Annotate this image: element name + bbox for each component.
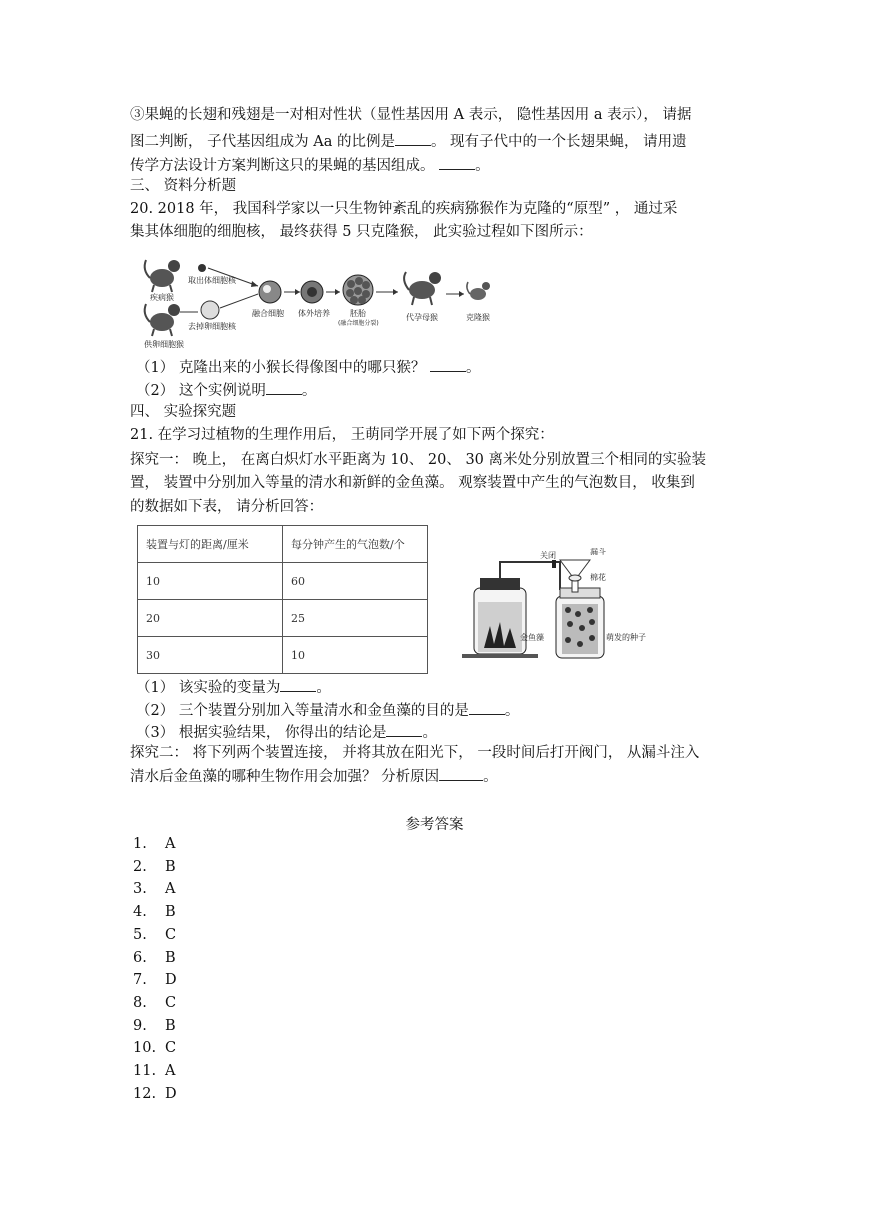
answer-item [133,902,176,922]
embryo-sub-label: (融合细胞分裂) [338,320,379,327]
table-header: 每分钟产生的气泡数/个 [283,526,428,563]
answer-item [133,1084,177,1104]
answer-item [133,1038,176,1058]
answer-number: 8. [133,994,147,1011]
answer-value: C [165,994,177,1011]
answer-value: B [165,858,176,875]
answer-number: 3. [133,881,147,898]
answer-value: C [165,926,177,943]
answer-blank [469,700,505,715]
table-row [138,563,428,600]
clone-label: 克隆猴 [466,313,490,322]
embryo-icon [343,275,373,305]
answer-item [133,857,176,877]
clone-monkey-icon [467,282,490,300]
egg-donor-monkey-icon [145,304,180,336]
seeds-label: 萌发的种子 [606,633,646,642]
answers-title: 参考答案 [405,817,464,833]
question-text: （2） 这个实例说明 。 [136,380,316,401]
section-heading: 三、 资料分析题 [130,178,237,194]
answer-number: 10. [133,1040,157,1057]
table-cell: 20 [138,600,283,637]
question-text: 集其体细胞的细胞核， 最终获得 5 只克隆猴， 此实验过程如下图所示： [130,224,593,240]
bubble-data-table [137,525,428,674]
section-heading: 四、 实验探究题 [130,404,237,420]
table-cell: 60 [283,563,428,600]
answer-item [133,1016,176,1036]
nucleus-icon [198,264,206,272]
answer-item [133,925,176,945]
egg-donor-label: 供卵细胞猴 [144,340,184,349]
sick-monkey-icon [145,260,180,292]
question-text: （1） 克隆出来的小猴长得像图中的哪只猴？ 。 [136,357,480,378]
clone-process-figure [140,250,500,350]
answer-value: B [165,1017,176,1034]
valve-icon [552,560,556,568]
question-text: ③果蝇的长翅和残翅是一对相对性状（显性基因用 A 表示， 隐性基因用 a 表示）， 请据 [130,107,692,123]
answer-number: 7. [133,972,147,989]
funnel-label: 漏斗 [590,548,606,556]
question-text: （3） 根据实验结果， 你得出的结论是 。 [136,722,437,743]
apparatus-figure [460,548,660,663]
table-header: 装置与灯的距离/厘米 [138,526,283,563]
cotton-icon [569,575,581,581]
answer-number: 4. [133,904,147,921]
fused-cell-icon [259,281,281,303]
question-text: 置， 装置中分别加入等量的清水和新鲜的金鱼藻。 观察装置中产生的气泡数目， 收集到 [130,475,695,491]
table-row [138,600,428,637]
question-text: （1） 该实验的变量为 。 [136,677,331,698]
table-cell: 30 [138,637,283,674]
question-text: 图二判断， 子代基因组成为 Aa 的比例是 。 现有子代中的一个长翅果蝇， 请用遗 [130,131,687,152]
answer-blank [439,766,483,781]
question-text: 探究二： 将下列两个装置连接， 并将其放在阳光下， 一段时间后打开阀门， 从漏斗注入 [130,745,700,761]
answer-value: B [165,904,176,921]
answer-blank [395,131,431,146]
answer-item [133,970,177,990]
seeds-icon [562,604,598,654]
answer-number: 9. [133,1017,147,1034]
table-cell: 25 [283,600,428,637]
question-text: 21. 在学习过植物的生理作用后， 王萌同学开展了如下两个探究： [130,427,554,443]
table-row [138,637,428,674]
answer-value: A [165,881,176,898]
cotton-label: 棉花 [590,573,606,582]
remove-nucleus-label: 去掉卵细胞核 [188,322,236,331]
answer-item [133,993,176,1013]
answer-number: 1. [133,836,147,852]
question-text: 20. 2018 年， 我国科学家以一只生物钟紊乱的疾病猕猴作为克隆的“原型” ， 通过采 [130,201,678,217]
question-text: 探究一： 晚上， 在离白炽灯水平距离为 10、 20、 30 离米处分别放置三个相同的实验装 [130,452,707,468]
sick-monkey-label: 疾病猴 [150,293,174,302]
surrogate-monkey-icon [404,272,441,305]
answer-item [133,879,175,899]
egg-cell-icon [201,301,219,319]
question-text: 清水后金鱼藻的哪种生物作用会加强？ 分析原因 。 [130,766,498,787]
embryo-label: 胚胎 [350,309,366,318]
answer-value: C [165,1040,177,1057]
algae-label: 金鱼藻 [520,633,544,642]
answer-item [133,834,175,854]
answer-blank [439,155,475,170]
table-header-row [138,526,428,563]
in-vitro-label: 体外培养 [298,309,330,318]
answer-value: B [165,949,176,966]
question-text: 传学方法设计方案判断这只的果蝇的基因组成。 。 [130,155,490,176]
answer-value: A [165,1063,176,1079]
answer-blank [386,722,422,737]
answer-blank [430,357,466,372]
answer-value: D [165,1085,177,1102]
answer-number: 5. [133,926,147,943]
table-cell: 10 [283,637,428,674]
take-nucleus-label: 取出体细胞核 [188,276,236,285]
answer-value: A [165,836,176,852]
fused-cell-label: 融合细胞 [252,309,284,318]
answer-number: 2. [133,858,147,875]
answer-item [133,948,176,968]
answer-number: 12. [133,1085,157,1102]
left-stopper-icon [480,578,520,590]
answer-number: 11. [133,1063,157,1079]
question-text: 的数据如下表， 请分析回答： [130,499,324,515]
valve-label: 关闭 [540,551,556,560]
answer-blank [266,380,302,395]
answer-value: D [165,972,177,989]
answer-number: 6. [133,949,147,966]
answer-blank [280,677,316,692]
surrogate-label: 代孕母猴 [406,313,438,322]
table-cell: 10 [138,563,283,600]
answer-item [133,1061,175,1081]
question-text: （2） 三个装置分别加入等量清水和金鱼藻的目的是 。 [136,700,519,721]
